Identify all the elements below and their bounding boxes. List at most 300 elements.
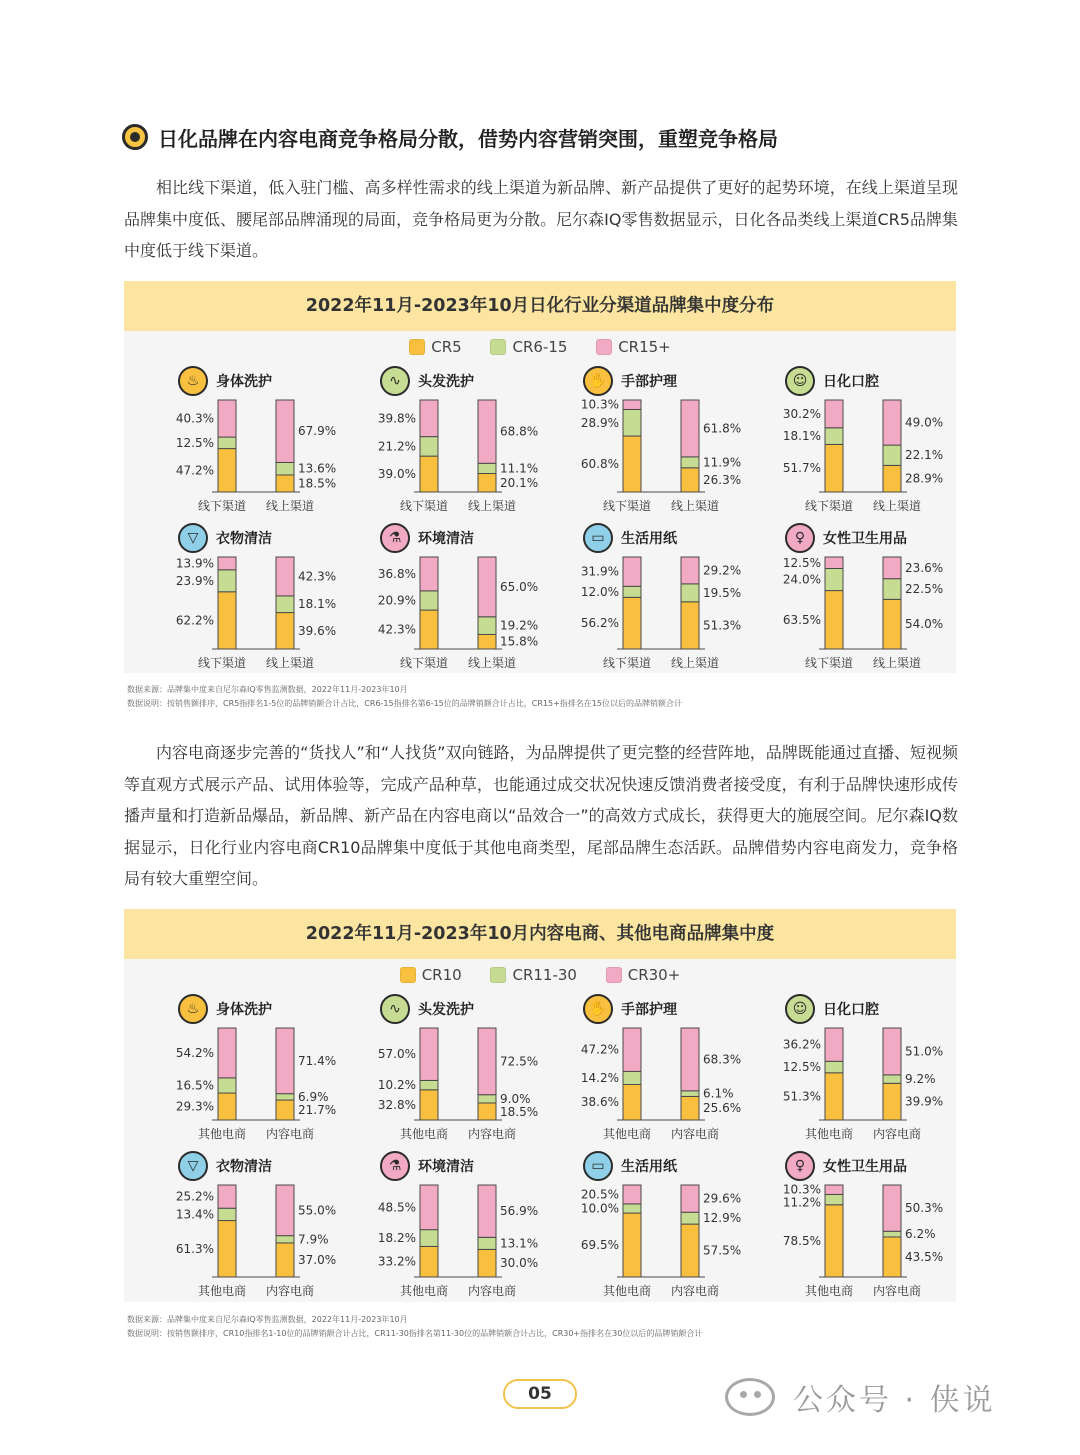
- data-label: 13.1%: [500, 1236, 539, 1251]
- intro-paragraph: 相比线下渠道，低入驻门槛、高多样性需求的线上渠道为新品牌、新产品提供了更好的起势环境，在线上渠道呈现品牌集中度低、腰尾部品牌涌现的局面，竞争格局更为分散。尼尔森IQ零售数据显示，日化各品类线上渠道CR5品牌集中度低于线下渠道。: [124, 178, 958, 260]
- category-7: [749, 1149, 949, 1299]
- bar-segment: [276, 557, 294, 596]
- legend-item-cr5: [409, 338, 461, 356]
- bar-segment: [623, 597, 641, 649]
- bar-segment: [623, 557, 641, 586]
- bar-segment: [883, 557, 901, 579]
- bar-segment: [276, 1100, 294, 1120]
- data-label: 39.8%: [377, 411, 416, 426]
- bar-category-label: 线下渠道: [602, 499, 652, 513]
- data-label: 51.0%: [905, 1044, 944, 1059]
- bar-category-label: 线下渠道: [399, 656, 449, 670]
- data-label: 19.5%: [703, 585, 742, 600]
- bar-segment: [623, 1071, 641, 1084]
- category-0: [142, 992, 342, 1142]
- stacked-bar-pair: [749, 1149, 949, 1299]
- bar-segment: [681, 400, 699, 457]
- data-label: 13.6%: [298, 461, 337, 476]
- data-label: 42.3%: [377, 622, 416, 637]
- bar-segment: [825, 1028, 843, 1061]
- data-source-note: 数据来源：品牌集中度来自尼尔森IQ零售监测数据，2022年11月-2023年10月: [127, 685, 408, 694]
- data-label: 23.6%: [905, 560, 944, 575]
- data-label: 71.4%: [298, 1053, 337, 1068]
- bar-segment: [883, 400, 901, 445]
- stacked-bar-pair: [749, 992, 949, 1142]
- shower-icon: ♨: [178, 366, 208, 396]
- bar-segment: [681, 1185, 699, 1212]
- data-label: 6.9%: [298, 1089, 329, 1104]
- category-name: 身体洗护: [216, 1002, 272, 1018]
- data-label: 39.9%: [905, 1094, 944, 1109]
- bar-segment: [883, 1185, 901, 1231]
- hair-wash-icon: ∿: [380, 366, 410, 396]
- bar-segment: [681, 1212, 699, 1224]
- category-5: [344, 521, 544, 671]
- bar-category-label: 线下渠道: [197, 656, 247, 670]
- data-label: 13.4%: [175, 1207, 214, 1222]
- data-label: 24.0%: [782, 572, 821, 587]
- data-label: 51.3%: [703, 618, 742, 633]
- bar-segment: [420, 1185, 438, 1230]
- data-label: 56.2%: [580, 616, 619, 631]
- bar-segment: [883, 1237, 901, 1277]
- data-label: 19.2%: [500, 618, 539, 633]
- bar-segment: [825, 444, 843, 492]
- data-label: 36.8%: [377, 566, 416, 581]
- data-label: 39.0%: [377, 467, 416, 482]
- data-label: 21.7%: [298, 1103, 337, 1118]
- stacked-bar-pair: [344, 521, 544, 671]
- data-label: 49.0%: [905, 415, 944, 430]
- category-name: 身体洗护: [216, 374, 272, 390]
- data-label: 22.1%: [905, 448, 944, 463]
- bar-segment: [276, 596, 294, 613]
- data-label: 26.3%: [703, 472, 742, 487]
- bar-category-label: 线下渠道: [197, 499, 247, 513]
- chart-legend: [124, 966, 956, 987]
- data-label: 67.9%: [298, 424, 337, 439]
- legend-label: CR10: [421, 966, 462, 984]
- legend-label: CR15+: [618, 338, 671, 356]
- stacked-bar-pair: [547, 521, 747, 671]
- bar-segment: [681, 602, 699, 649]
- category-7: [749, 521, 949, 671]
- data-label: 30.2%: [782, 406, 821, 421]
- data-label: 54.0%: [905, 617, 944, 632]
- bar-segment: [218, 592, 236, 649]
- bar-category-label: 内容电商: [265, 1284, 315, 1298]
- stacked-bar-pair: [142, 521, 342, 671]
- bar-category-label: 内容电商: [467, 1127, 517, 1141]
- data-label: 9.0%: [500, 1091, 531, 1106]
- bar-segment: [623, 1204, 641, 1213]
- stacked-bar-pair: [344, 1149, 544, 1299]
- legend-item-cr15-plus: [596, 338, 671, 356]
- cleaner-bottle-icon: ⚗: [380, 523, 410, 553]
- data-label: 6.1%: [703, 1086, 734, 1101]
- bar-segment: [420, 437, 438, 457]
- bar-segment: [218, 570, 236, 592]
- bar-segment: [825, 569, 843, 591]
- hand-care-icon: ✋: [583, 366, 613, 396]
- data-label: 68.8%: [500, 424, 539, 439]
- legend-swatch: [490, 339, 506, 355]
- shower-icon: ♨: [178, 994, 208, 1024]
- bar-category-label: 其他电商: [602, 1284, 652, 1298]
- bar-segment: [623, 1213, 641, 1277]
- bar-segment: [883, 1028, 901, 1075]
- category-6: [547, 1149, 747, 1299]
- tissue-box-icon: ▭: [583, 523, 613, 553]
- bar-segment: [623, 1028, 641, 1071]
- data-label: 57.0%: [377, 1047, 416, 1062]
- bar-category-label: 内容电商: [872, 1127, 922, 1141]
- bar-segment: [218, 1028, 236, 1078]
- category-name: 生活用纸: [621, 531, 677, 547]
- bar-category-label: 线下渠道: [399, 499, 449, 513]
- hair-wash-icon: ∿: [380, 994, 410, 1024]
- bar-segment: [623, 1084, 641, 1120]
- data-label: 10.0%: [580, 1201, 619, 1216]
- data-label: 11.9%: [703, 455, 742, 470]
- data-source-note: 数据来源：品牌集中度来自尼尔森IQ零售监测数据，2022年11月-2023年10月: [127, 1315, 408, 1324]
- stacked-bar-pair: [749, 364, 949, 514]
- bar-segment: [681, 557, 699, 584]
- ecommerce-concentration-chart: [124, 909, 956, 1302]
- bar-segment: [478, 1103, 496, 1120]
- bar-segment: [478, 1249, 496, 1277]
- bar-segment: [218, 1208, 236, 1220]
- bar-segment: [883, 465, 901, 492]
- stacked-bar-pair: [344, 992, 544, 1142]
- stacked-bar-pair: [547, 992, 747, 1142]
- shirt-icon: ▽: [178, 523, 208, 553]
- bar-segment: [883, 1231, 901, 1237]
- data-label: 30.0%: [500, 1256, 539, 1271]
- data-label: 29.2%: [703, 563, 742, 578]
- legend-label: CR11-30: [512, 966, 577, 984]
- bar-segment: [420, 591, 438, 610]
- bar-segment: [420, 610, 438, 649]
- data-label: 9.2%: [905, 1072, 936, 1087]
- tissue-box-icon: ▭: [583, 1151, 613, 1181]
- legend-swatch: [606, 967, 622, 983]
- data-label: 39.6%: [298, 623, 337, 638]
- data-label: 50.3%: [905, 1201, 944, 1216]
- category-name: 女性卫生用品: [823, 531, 907, 547]
- data-label: 18.5%: [500, 1104, 539, 1119]
- bar-segment: [276, 475, 294, 492]
- stacked-bar-pair: [749, 521, 949, 671]
- data-label: 69.5%: [580, 1238, 619, 1253]
- bar-category-label: 线上渠道: [467, 499, 517, 513]
- category-2: [547, 364, 747, 514]
- category-name: 环境清洁: [418, 531, 474, 547]
- data-explanation-note: 数据说明：按销售额排序，CR5指排名1-5位的品牌销额合计占比，CR6-15指排名第6-15位的品牌销额合计占比，CR15+指排名在15位以后的品牌销额合计: [127, 699, 682, 708]
- bar-segment: [883, 579, 901, 600]
- data-label: 29.3%: [175, 1099, 214, 1114]
- data-label: 29.6%: [703, 1191, 742, 1206]
- bar-segment: [276, 1236, 294, 1243]
- category-name: 头发洗护: [418, 374, 474, 390]
- page-number: 05: [503, 1379, 577, 1409]
- bar-category-label: 其他电商: [197, 1284, 247, 1298]
- category-4: [142, 521, 342, 671]
- data-label: 23.9%: [175, 573, 214, 588]
- bar-segment: [218, 557, 236, 570]
- data-label: 10.3%: [580, 397, 619, 412]
- data-label: 25.2%: [175, 1189, 214, 1204]
- mouth-icon: ☺: [785, 366, 815, 396]
- bar-segment: [681, 457, 699, 468]
- bar-category-label: 线下渠道: [602, 656, 652, 670]
- data-label: 18.5%: [298, 476, 337, 491]
- data-label: 20.9%: [377, 593, 416, 608]
- bar-segment: [883, 445, 901, 465]
- data-label: 18.1%: [298, 597, 337, 612]
- bar-segment: [681, 1224, 699, 1277]
- bar-category-label: 其他电商: [804, 1284, 854, 1298]
- legend-swatch: [409, 339, 425, 355]
- category-name: 女性卫生用品: [823, 1159, 907, 1175]
- data-label: 36.2%: [782, 1037, 821, 1052]
- category-3: [749, 364, 949, 514]
- bar-segment: [825, 400, 843, 428]
- data-label: 65.0%: [500, 579, 539, 594]
- legend-swatch: [490, 967, 506, 983]
- category-4: [142, 1149, 342, 1299]
- bar-category-label: 线上渠道: [265, 499, 315, 513]
- category-1: [344, 992, 544, 1142]
- bar-segment: [623, 400, 641, 409]
- bar-segment: [623, 436, 641, 492]
- bar-category-label: 线上渠道: [467, 656, 517, 670]
- category-name: 手部护理: [621, 374, 677, 390]
- bar-segment: [681, 1091, 699, 1097]
- stacked-bar-pair: [142, 992, 342, 1142]
- bar-category-label: 线上渠道: [670, 499, 720, 513]
- legend-swatch: [400, 967, 416, 983]
- bar-segment: [681, 468, 699, 492]
- data-label: 18.2%: [377, 1231, 416, 1246]
- bar-segment: [420, 1230, 438, 1247]
- bar-segment: [825, 557, 843, 569]
- category-0: [142, 364, 342, 514]
- bar-segment: [825, 1205, 843, 1277]
- chart-legend: [124, 338, 956, 359]
- bar-segment: [681, 584, 699, 602]
- data-label: 25.6%: [703, 1101, 742, 1116]
- stacked-bar-pair: [547, 364, 747, 514]
- bar-segment: [478, 1237, 496, 1249]
- chart-title: 2022年11月-2023年10月日化行业分渠道品牌集中度分布: [124, 281, 956, 331]
- female-care-icon: ♀: [785, 523, 815, 553]
- bar-segment: [825, 1185, 843, 1194]
- bar-segment: [276, 1243, 294, 1277]
- bar-category-label: 线上渠道: [265, 656, 315, 670]
- bar-segment: [218, 449, 236, 492]
- data-label: 33.2%: [377, 1254, 416, 1269]
- data-label: 78.5%: [782, 1233, 821, 1248]
- bar-segment: [478, 1185, 496, 1237]
- bar-segment: [218, 1221, 236, 1277]
- legend-item-cr30-plus: [606, 966, 681, 984]
- bar-category-label: 线下渠道: [804, 499, 854, 513]
- bar-segment: [681, 1028, 699, 1091]
- bar-category-label: 线下渠道: [804, 656, 854, 670]
- data-label: 40.3%: [175, 411, 214, 426]
- category-3: [749, 992, 949, 1142]
- bar-category-label: 其他电商: [804, 1127, 854, 1141]
- category-name: 日化口腔: [823, 374, 879, 390]
- shirt-icon: ▽: [178, 1151, 208, 1181]
- data-label: 20.5%: [580, 1187, 619, 1202]
- data-label: 11.1%: [500, 461, 539, 476]
- bar-segment: [420, 557, 438, 591]
- bar-segment: [825, 1073, 843, 1120]
- bar-segment: [276, 1094, 294, 1100]
- female-care-icon: ♀: [785, 1151, 815, 1181]
- data-label: 38.6%: [580, 1095, 619, 1110]
- mouth-icon: ☺: [785, 994, 815, 1024]
- data-label: 54.2%: [175, 1045, 214, 1060]
- watermark-text: 公众号 · 侠说: [793, 1383, 996, 1418]
- bar-category-label: 内容电商: [670, 1127, 720, 1141]
- data-label: 21.2%: [377, 439, 416, 454]
- category-5: [344, 1149, 544, 1299]
- data-label: 14.2%: [580, 1070, 619, 1085]
- data-label: 28.9%: [580, 415, 619, 430]
- legend-label: CR5: [431, 338, 462, 356]
- bar-segment: [623, 1185, 641, 1204]
- chart-title: 2022年11月-2023年10月内容电商、其他电商品牌集中度: [124, 909, 956, 959]
- category-2: [547, 992, 747, 1142]
- data-label: 7.9%: [298, 1232, 329, 1247]
- bar-segment: [478, 463, 496, 473]
- bar-category-label: 其他电商: [602, 1127, 652, 1141]
- watermark: [725, 1375, 996, 1419]
- section-title: 日化品牌在内容电商竞争格局分散，借势内容营销突围，重塑竞争格局: [158, 126, 778, 151]
- bar-segment: [276, 1185, 294, 1236]
- legend-item-cr6-15: [490, 338, 567, 356]
- data-label: 16.5%: [175, 1078, 214, 1093]
- data-label: 31.9%: [580, 564, 619, 579]
- data-label: 42.3%: [298, 569, 337, 584]
- data-label: 55.0%: [298, 1203, 337, 1218]
- data-label: 20.1%: [500, 475, 539, 490]
- data-label: 63.5%: [782, 612, 821, 627]
- category-name: 日化口腔: [823, 1002, 879, 1018]
- bar-category-label: 其他电商: [399, 1127, 449, 1141]
- bar-segment: [276, 462, 294, 475]
- data-label: 68.3%: [703, 1052, 742, 1067]
- bar-segment: [883, 599, 901, 649]
- channel-concentration-chart: [124, 281, 956, 673]
- bar-segment: [825, 591, 843, 649]
- data-label: 57.5%: [703, 1243, 742, 1258]
- legend-label: CR6-15: [512, 338, 568, 356]
- bar-segment: [623, 409, 641, 436]
- bar-segment: [825, 428, 843, 445]
- data-label: 62.2%: [175, 613, 214, 628]
- data-label: 12.5%: [782, 555, 821, 570]
- data-label: 11.2%: [782, 1195, 821, 1210]
- bar-category-label: 内容电商: [467, 1284, 517, 1298]
- data-label: 13.9%: [175, 556, 214, 571]
- bar-category-label: 线上渠道: [872, 499, 922, 513]
- bar-segment: [218, 1078, 236, 1093]
- category-name: 衣物清洁: [216, 1159, 272, 1175]
- data-label: 56.9%: [500, 1204, 539, 1219]
- bar-segment: [478, 1095, 496, 1103]
- bar-segment: [218, 437, 236, 449]
- target-icon: [122, 124, 148, 150]
- category-name: 手部护理: [621, 1002, 677, 1018]
- legend-swatch: [596, 339, 612, 355]
- data-explanation-note: 数据说明：按销售额排序，CR10指排名1-10位的品牌销额合计占比，CR11-30指排名第11-30位的品牌销额合计占比，CR30+指排名在30位以后的品牌销额合计: [127, 1329, 703, 1338]
- bar-category-label: 内容电商: [265, 1127, 315, 1141]
- category-name: 头发洗护: [418, 1002, 474, 1018]
- data-label: 22.5%: [905, 582, 944, 597]
- bar-category-label: 内容电商: [670, 1284, 720, 1298]
- category-1: [344, 364, 544, 514]
- cleaner-bottle-icon: ⚗: [380, 1151, 410, 1181]
- bar-category-label: 内容电商: [872, 1284, 922, 1298]
- data-label: 51.3%: [782, 1089, 821, 1104]
- stacked-bar-pair: [142, 1149, 342, 1299]
- bar-category-label: 其他电商: [399, 1284, 449, 1298]
- hand-care-icon: ✋: [583, 994, 613, 1024]
- data-label: 51.7%: [782, 461, 821, 476]
- bar-segment: [420, 456, 438, 492]
- bar-segment: [420, 400, 438, 437]
- bar-segment: [681, 1096, 699, 1120]
- data-label: 12.0%: [580, 584, 619, 599]
- data-label: 48.5%: [377, 1200, 416, 1215]
- data-label: 28.9%: [905, 471, 944, 486]
- section-heading: [122, 120, 972, 154]
- stacked-bar-pair: [142, 364, 342, 514]
- bar-segment: [883, 1083, 901, 1120]
- bar-category-label: 线上渠道: [670, 656, 720, 670]
- data-label: 15.8%: [500, 634, 539, 649]
- bar-segment: [478, 634, 496, 649]
- legend-item-cr11-30: [490, 966, 576, 984]
- bar-segment: [478, 557, 496, 617]
- bar-segment: [420, 1080, 438, 1089]
- content-ecommerce-paragraph: 内容电商逐步完善的“货找人”和“人找货”双向链路，为品牌提供了更完整的经营阵地，品牌既能通过直播、短视频等直观方式展示产品、试用体验等，完成产品种草，也能通过成交状况快速反馈消费者接受度，有利于品牌快速形成传播声量和打造新品爆品，新品牌、新产品在内容电商以“品效合一”的高效方式成长，获得更大的施展空间。尼尔森IQ数据显示，日化行业内容电商CR10品牌集中度低于其他电商类型，尾部品牌生态活跃。品牌借势内容电商发力，竞争格局有较大重塑空间。: [124, 743, 958, 888]
- data-label: 12.5%: [782, 1060, 821, 1075]
- bar-segment: [218, 1093, 236, 1120]
- bar-category-label: 其他电商: [197, 1127, 247, 1141]
- data-label: 61.3%: [175, 1241, 214, 1256]
- data-label: 47.2%: [175, 463, 214, 478]
- bar-segment: [883, 1075, 901, 1083]
- category-6: [547, 521, 747, 671]
- bar-segment: [478, 474, 496, 492]
- bar-segment: [276, 400, 294, 462]
- data-label: 10.2%: [377, 1078, 416, 1093]
- bar-segment: [478, 1028, 496, 1095]
- bar-segment: [218, 400, 236, 437]
- bar-segment: [420, 1090, 438, 1120]
- bar-segment: [825, 1061, 843, 1073]
- bar-segment: [420, 1028, 438, 1080]
- bar-segment: [276, 1028, 294, 1094]
- data-label: 18.1%: [782, 429, 821, 444]
- bar-segment: [276, 613, 294, 649]
- wechat-icon: [725, 1378, 775, 1416]
